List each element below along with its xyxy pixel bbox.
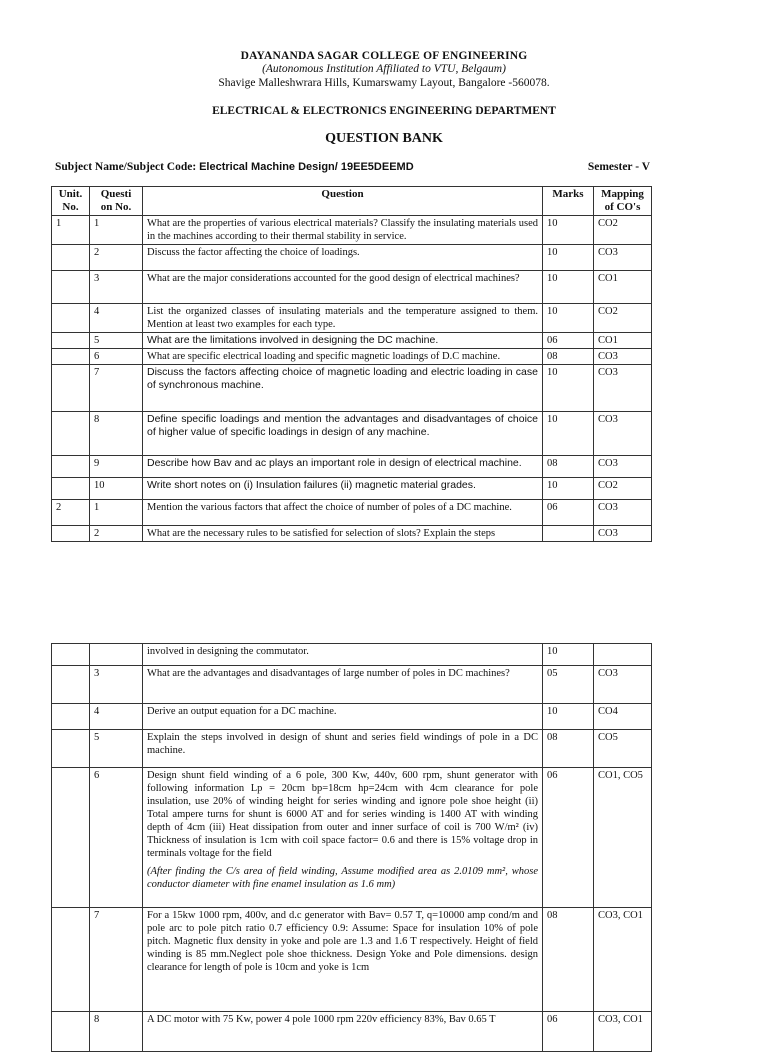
table-row bbox=[52, 216, 652, 245]
col-header-question-no: Questi on No. bbox=[90, 187, 143, 216]
question-text: Mention the various factors that affect the choice of number of poles of a DC machine. bbox=[147, 502, 512, 513]
cell-question bbox=[143, 730, 543, 768]
table-row bbox=[52, 768, 652, 908]
table-header-row bbox=[52, 187, 652, 216]
table-row bbox=[52, 1012, 652, 1052]
cell-co-mapping: CO4 bbox=[594, 704, 652, 730]
cell-question-no: 2 bbox=[90, 245, 143, 271]
cell-co-mapping bbox=[594, 644, 652, 666]
cell-question bbox=[143, 666, 543, 704]
cell-co-mapping: CO2 bbox=[594, 304, 652, 333]
cell-co-mapping: CO3 bbox=[594, 500, 652, 526]
question-text: What are specific electrical loading and specific magnetic loadings of D.C machine. bbox=[147, 351, 501, 362]
subject-line bbox=[55, 161, 650, 173]
affiliation-line: (Autonomous Institution Affiliated to VTU, Belgaum) bbox=[262, 63, 506, 75]
cell-marks: 10 bbox=[543, 478, 594, 500]
table-row bbox=[52, 478, 652, 500]
cell-co-mapping: CO3 bbox=[594, 456, 652, 478]
question-text: Discuss the factor affecting the choice of loadings. bbox=[147, 247, 360, 258]
subject-value: Electrical Machine Design/ 19EE5DEEMD bbox=[199, 161, 414, 173]
cell-question-no: 4 bbox=[90, 704, 143, 730]
cell-unit bbox=[52, 271, 90, 304]
cell-marks: 10 bbox=[543, 704, 594, 730]
cell-question bbox=[143, 456, 543, 478]
cell-marks: 06 bbox=[543, 500, 594, 526]
cell-co-mapping: CO3, CO1 bbox=[594, 908, 652, 1012]
table-row bbox=[52, 730, 652, 768]
question-text: Write short notes on (i) Insulation failures (ii) magnetic material grades. bbox=[147, 479, 476, 491]
cell-marks: 05 bbox=[543, 666, 594, 704]
cell-unit bbox=[52, 333, 90, 349]
cell-marks: 10 bbox=[543, 271, 594, 304]
cell-marks: 06 bbox=[543, 1012, 594, 1052]
cell-question bbox=[143, 349, 543, 365]
cell-unit bbox=[52, 730, 90, 768]
cell-unit bbox=[52, 768, 90, 908]
col-header-co-mapping: Mapping of CO's bbox=[594, 187, 652, 216]
question-text: Discuss the factors affecting choice of magnetic loading and electric loading in case of synchronous machine. bbox=[147, 366, 538, 391]
question-text: What are the major considerations accounted for the good design of electrical machines? bbox=[147, 273, 520, 284]
cell-question-no: 7 bbox=[90, 365, 143, 412]
cell-co-mapping: CO3 bbox=[594, 526, 652, 542]
question-text: What are the advantages and disadvantages of large number of poles in DC machines? bbox=[147, 668, 510, 679]
cell-question-no: 5 bbox=[90, 333, 143, 349]
cell-question bbox=[143, 412, 543, 456]
cell-question bbox=[143, 304, 543, 333]
table-row bbox=[52, 304, 652, 333]
cell-question-no: 3 bbox=[90, 271, 143, 304]
cell-marks: 08 bbox=[543, 730, 594, 768]
cell-marks: 08 bbox=[543, 908, 594, 1012]
cell-question bbox=[143, 704, 543, 730]
question-text: What are the limitations involved in designing the DC machine. bbox=[147, 334, 439, 346]
cell-co-mapping: CO1 bbox=[594, 333, 652, 349]
cell-marks bbox=[543, 526, 594, 542]
cell-co-mapping: CO2 bbox=[594, 216, 652, 245]
question-text: What are the necessary rules to be satisfied for selection of slots? Explain the steps bbox=[147, 528, 496, 539]
cell-question bbox=[143, 216, 543, 245]
cell-question-no: 5 bbox=[90, 730, 143, 768]
cell-unit bbox=[52, 365, 90, 412]
cell-unit bbox=[52, 245, 90, 271]
cell-marks: 10 bbox=[543, 304, 594, 333]
question-text: Define specific loadings and mention the advantages and disadvantages of choice of higher value of specific loadings in design of any machine. bbox=[147, 413, 538, 438]
question-text: Design shunt field winding of a 6 pole, 300 Kw, 440v, 600 rpm, shunt generator with following information Lp = 20cm bp=18cm hp=24cm with 4cm clearance for pole insulation, use 20% of winding height for series winding and ignore pole shoe height (ii) Total ampere turns for shunt is 6000 AT and for series winding is 1400 AT with winding depth of 4cm (iii) Heat dissipation from outer and inner surface of coil is 700 W/m² (iv) Thickness of insulation is 1cm with coil space factor= 0.6 and there is 15% voltage drop in terminals voltage for the field bbox=[147, 770, 538, 859]
cell-question bbox=[143, 526, 543, 542]
cell-marks: 08 bbox=[543, 456, 594, 478]
table-row bbox=[52, 412, 652, 456]
cell-marks: 06 bbox=[543, 333, 594, 349]
cell-question bbox=[143, 908, 543, 1012]
cell-question bbox=[143, 245, 543, 271]
cell-marks: 10 bbox=[543, 644, 594, 666]
cell-co-mapping: CO3 bbox=[594, 412, 652, 456]
question-text: Derive an output equation for a DC machine. bbox=[147, 706, 337, 717]
cell-co-mapping: CO3 bbox=[594, 349, 652, 365]
semester-label: Semester - V bbox=[587, 161, 650, 173]
department-name: ELECTRICAL & ELECTRONICS ENGINEERING DEPARTMENT bbox=[212, 105, 556, 117]
table-row bbox=[52, 500, 652, 526]
address-line: Shavige Malleshwrara Hills, Kumarswamy Layout, Bangalore -560078. bbox=[218, 77, 550, 89]
cell-question-no: 1 bbox=[90, 500, 143, 526]
question-note: (After finding the C/s area of field winding, Assume modified area as 2.0109 mm², whose conductor diameter with fine enamel insulation as 1.6 mm) bbox=[147, 866, 538, 890]
cell-question-no: 10 bbox=[90, 478, 143, 500]
cell-marks: 10 bbox=[543, 412, 594, 456]
cell-co-mapping: CO3 bbox=[594, 666, 652, 704]
question-text: What are the properties of various electrical materials? Classify the insulating materials used in the machines according to their thermal stability in service. bbox=[147, 218, 538, 242]
cell-unit bbox=[52, 478, 90, 500]
cell-unit bbox=[52, 456, 90, 478]
cell-co-mapping: CO2 bbox=[594, 478, 652, 500]
cell-question-no bbox=[90, 644, 143, 666]
cell-unit: 1 bbox=[52, 216, 90, 245]
cell-question-no: 3 bbox=[90, 666, 143, 704]
table-row bbox=[52, 245, 652, 271]
cell-unit bbox=[52, 349, 90, 365]
cell-question bbox=[143, 644, 543, 666]
cell-marks: 10 bbox=[543, 216, 594, 245]
table-row bbox=[52, 908, 652, 1012]
question-text: involved in designing the commutator. bbox=[147, 646, 309, 657]
cell-question-no: 8 bbox=[90, 1012, 143, 1052]
cell-question bbox=[143, 1012, 543, 1052]
question-text: For a 15kw 1000 rpm, 400v, and d.c generator with Bav= 0.57 T, q=10000 amp cond/m and pole arc to pole pitch ratio 0.7 efficiency 0.9: Assume: Space for insulation 10% of pole pitch. Magnetic flux density in yoke and pole are 1.3 and 1.6 T respectively. Height of field winding is 85 mm.Neglect pole shoe thickness. Design Yoke and Pole dimensions. design clearance for length of pole is 10cm and yoke is 1cm bbox=[147, 910, 538, 973]
cell-unit bbox=[52, 666, 90, 704]
table-row bbox=[52, 704, 652, 730]
cell-co-mapping: CO5 bbox=[594, 730, 652, 768]
cell-unit bbox=[52, 704, 90, 730]
college-name: DAYANANDA SAGAR COLLEGE OF ENGINEERING bbox=[240, 50, 528, 62]
question-text: Describe how Bav and ac plays an important role in design of electrical machine. bbox=[147, 457, 522, 469]
col-header-unit: Unit. No. bbox=[52, 187, 90, 216]
table-row bbox=[52, 365, 652, 412]
cell-unit bbox=[52, 526, 90, 542]
question-table-page-2 bbox=[51, 643, 652, 1052]
cell-marks: 08 bbox=[543, 349, 594, 365]
cell-question bbox=[143, 271, 543, 304]
table-row bbox=[52, 333, 652, 349]
cell-unit bbox=[52, 412, 90, 456]
cell-question bbox=[143, 478, 543, 500]
cell-question-no: 4 bbox=[90, 304, 143, 333]
cell-unit bbox=[52, 908, 90, 1012]
question-table-page-1 bbox=[51, 186, 652, 542]
cell-co-mapping: CO3 bbox=[594, 245, 652, 271]
cell-question bbox=[143, 768, 543, 908]
cell-question bbox=[143, 333, 543, 349]
table-row bbox=[52, 666, 652, 704]
question-text: List the organized classes of insulating materials and the temperature assigned to them. Mention at least two examples for each type. bbox=[147, 306, 538, 330]
question-text: A DC motor with 75 Kw, power 4 pole 1000 rpm 220v efficiency 83%, Bav 0.65 T bbox=[147, 1014, 496, 1025]
question-text: Explain the steps involved in design of shunt and series field windings of pole in a DC machine. bbox=[147, 732, 538, 756]
cell-question-no: 6 bbox=[90, 349, 143, 365]
cell-marks: 10 bbox=[543, 245, 594, 271]
cell-question-no: 7 bbox=[90, 908, 143, 1012]
table-row bbox=[52, 271, 652, 304]
subject-label: Subject Name/Subject Code: bbox=[55, 161, 197, 173]
cell-unit: 2 bbox=[52, 500, 90, 526]
cell-question-no: 2 bbox=[90, 526, 143, 542]
cell-co-mapping: CO1, CO5 bbox=[594, 768, 652, 908]
cell-question-no: 9 bbox=[90, 456, 143, 478]
col-header-question: Question bbox=[143, 187, 543, 216]
cell-co-mapping: CO3 bbox=[594, 365, 652, 412]
cell-marks: 06 bbox=[543, 768, 594, 908]
table-row bbox=[52, 526, 652, 542]
cell-co-mapping: CO1 bbox=[594, 271, 652, 304]
col-header-marks: Marks bbox=[543, 187, 594, 216]
cell-question-no: 8 bbox=[90, 412, 143, 456]
cell-co-mapping: CO3, CO1 bbox=[594, 1012, 652, 1052]
cell-question-no: 1 bbox=[90, 216, 143, 245]
cell-question-no: 6 bbox=[90, 768, 143, 908]
cell-marks: 10 bbox=[543, 365, 594, 412]
cell-unit bbox=[52, 304, 90, 333]
cell-unit bbox=[52, 644, 90, 666]
cell-question bbox=[143, 365, 543, 412]
table-row bbox=[52, 349, 652, 365]
document-title: QUESTION BANK bbox=[325, 131, 443, 146]
cell-unit bbox=[52, 1012, 90, 1052]
table-row bbox=[52, 644, 652, 666]
cell-question bbox=[143, 500, 543, 526]
table-row bbox=[52, 456, 652, 478]
